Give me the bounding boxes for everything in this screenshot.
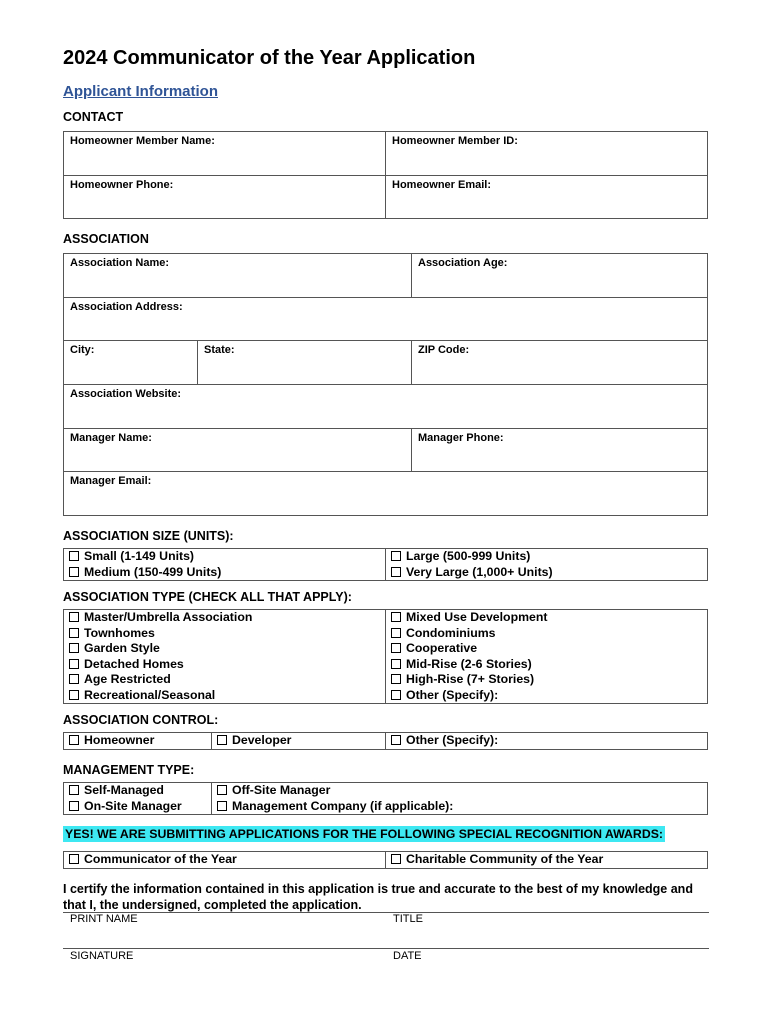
checkbox-icon xyxy=(391,551,401,561)
website-label: Association Website: xyxy=(70,388,182,400)
zip-field[interactable] xyxy=(412,341,708,385)
checkbox-control-other[interactable]: Other (Specify): xyxy=(391,733,702,749)
size-heading: ASSOCIATION SIZE (UNITS): xyxy=(63,529,234,543)
manager-email-label: Manager Email: xyxy=(70,475,152,487)
management-heading: MANAGEMENT TYPE: xyxy=(63,763,195,777)
checkbox-master-umbrella[interactable]: Master/Umbrella Association xyxy=(69,610,380,626)
type-heading: ASSOCIATION TYPE (CHECK ALL THAT APPLY): xyxy=(63,590,352,604)
website-field[interactable] xyxy=(64,385,708,429)
checkbox-icon xyxy=(391,628,401,638)
checkbox-very-large[interactable]: Very Large (1,000+ Units) xyxy=(391,565,702,581)
awards-banner: YES! WE ARE SUBMITTING APPLICATIONS FOR THE FOLLOWING SPECIAL RECOGNITION AWARDS: xyxy=(65,827,663,841)
control-table xyxy=(63,732,708,750)
checkbox-icon xyxy=(69,674,79,684)
date-label: DATE xyxy=(393,950,422,962)
member-name-field[interactable] xyxy=(64,132,386,176)
checkbox-self-managed[interactable]: Self-Managed xyxy=(69,783,206,799)
checkbox-icon xyxy=(69,690,79,700)
checkbox-charitable-community[interactable]: Charitable Community of the Year xyxy=(391,852,702,868)
type-table xyxy=(63,609,708,704)
checkbox-icon xyxy=(391,735,401,745)
member-name-label: Homeowner Member Name: xyxy=(70,135,215,147)
signature-line-top xyxy=(63,912,709,913)
checkbox-townhomes[interactable]: Townhomes xyxy=(69,626,380,642)
zip-label: ZIP Code: xyxy=(418,344,470,356)
association-age-label: Association Age: xyxy=(418,257,508,269)
checkbox-icon xyxy=(69,785,79,795)
certification-statement: I certify the information contained in this application is true and accurate to the best of my knowledge and that I, the undersigned, completed the application. xyxy=(63,882,693,912)
checkbox-icon xyxy=(217,735,227,745)
checkbox-off-site-manager[interactable]: Off-Site Manager xyxy=(217,783,702,799)
checkbox-icon xyxy=(69,567,79,577)
checkbox-icon xyxy=(69,659,79,669)
checkbox-icon xyxy=(391,643,401,653)
checkbox-developer[interactable]: Developer xyxy=(217,733,380,749)
checkbox-mixed-use[interactable]: Mixed Use Development xyxy=(391,610,702,626)
manager-phone-field[interactable] xyxy=(412,429,708,472)
checkbox-mid-rise[interactable]: Mid-Rise (2-6 Stories) xyxy=(391,657,702,673)
checkbox-recreational-seasonal[interactable]: Recreational/Seasonal xyxy=(69,688,380,704)
checkbox-detached-homes[interactable]: Detached Homes xyxy=(69,657,380,673)
management-table xyxy=(63,782,708,815)
checkbox-large[interactable]: Large (500-999 Units) xyxy=(391,549,702,565)
control-heading: ASSOCIATION CONTROL: xyxy=(63,713,219,727)
state-label: State: xyxy=(204,344,235,356)
awards-table xyxy=(63,851,708,869)
checkbox-icon xyxy=(391,674,401,684)
association-name-label: Association Name: xyxy=(70,257,170,269)
contact-heading: CONTACT xyxy=(63,110,124,124)
association-table xyxy=(63,253,708,516)
checkbox-cooperative[interactable]: Cooperative xyxy=(391,641,702,657)
checkbox-icon xyxy=(69,643,79,653)
checkbox-icon xyxy=(69,628,79,638)
association-address-label: Association Address: xyxy=(70,301,183,313)
checkbox-icon xyxy=(391,567,401,577)
checkbox-icon xyxy=(391,690,401,700)
size-table xyxy=(63,548,708,581)
checkbox-small[interactable]: Small (1-149 Units) xyxy=(69,549,380,565)
checkbox-type-other[interactable]: Other (Specify): xyxy=(391,688,702,704)
association-address-field[interactable] xyxy=(64,298,708,341)
city-field[interactable] xyxy=(64,341,198,385)
phone-label: Homeowner Phone: xyxy=(70,179,174,191)
checkbox-icon xyxy=(69,801,79,811)
signature-label: SIGNATURE xyxy=(70,950,134,962)
checkbox-icon xyxy=(69,551,79,561)
association-age-field[interactable] xyxy=(412,254,708,298)
association-name-field[interactable] xyxy=(64,254,412,298)
checkbox-garden-style[interactable]: Garden Style xyxy=(69,641,380,657)
checkbox-on-site-manager[interactable]: On-Site Manager xyxy=(69,799,206,815)
city-label: City: xyxy=(70,344,95,356)
email-label: Homeowner Email: xyxy=(392,179,492,191)
title-label: TITLE xyxy=(393,913,423,925)
checkbox-icon xyxy=(391,659,401,669)
phone-field[interactable] xyxy=(64,176,386,219)
print-name-label: PRINT NAME xyxy=(70,913,138,925)
member-id-label: Homeowner Member ID: xyxy=(392,135,518,147)
manager-name-label: Manager Name: xyxy=(70,432,152,444)
checkbox-icon xyxy=(391,854,401,864)
signature-line-bottom xyxy=(63,948,709,949)
checkbox-homeowner[interactable]: Homeowner xyxy=(69,733,206,749)
association-heading: ASSOCIATION xyxy=(63,232,149,246)
checkbox-icon xyxy=(69,735,79,745)
contact-table xyxy=(63,131,708,219)
email-field[interactable] xyxy=(386,176,708,219)
checkbox-icon xyxy=(69,612,79,622)
checkbox-icon xyxy=(217,801,227,811)
checkbox-communicator-of-year[interactable]: Communicator of the Year xyxy=(69,852,380,868)
checkbox-icon xyxy=(217,785,227,795)
manager-email-field[interactable] xyxy=(64,472,708,516)
checkbox-icon xyxy=(391,612,401,622)
manager-phone-label: Manager Phone: xyxy=(418,432,504,444)
state-field[interactable] xyxy=(198,341,412,385)
member-id-field[interactable] xyxy=(386,132,708,176)
checkbox-management-company[interactable]: Management Company (if applicable): xyxy=(217,799,702,815)
checkbox-age-restricted[interactable]: Age Restricted xyxy=(69,672,380,688)
checkbox-high-rise[interactable]: High-Rise (7+ Stories) xyxy=(391,672,702,688)
checkbox-medium[interactable]: Medium (150-499 Units) xyxy=(69,565,380,581)
checkbox-condominiums[interactable]: Condominiums xyxy=(391,626,702,642)
manager-name-field[interactable] xyxy=(64,429,412,472)
section-subheading: Applicant Information xyxy=(63,83,218,100)
checkbox-icon xyxy=(69,854,79,864)
page-title: 2024 Communicator of the Year Application xyxy=(63,47,476,69)
